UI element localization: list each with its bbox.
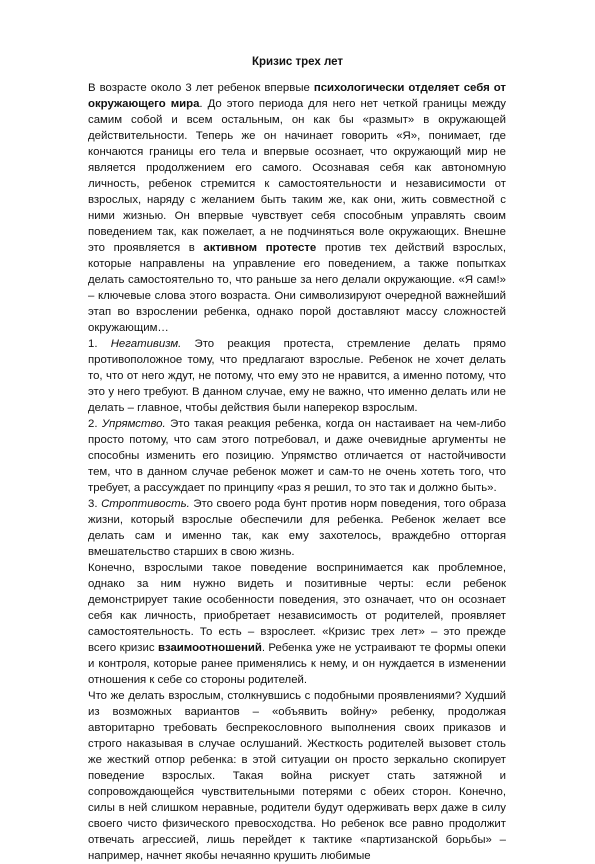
item-number: 3. — [88, 498, 102, 510]
item-text: Это своего рода бунт против норм поведения, того образа жизни, который взрослые обеспечили для ребенка. Ребенок желает все делать сам и именно так, как ему захотелось, враждебно отторгая вмешательство старших в свою жизнь. — [88, 498, 507, 558]
paragraph-advice: Что же делать взрослым, столкнувшись с подобными проявлениями? Худший из возможных вариантов – «объявить войну» ребенку, продолжая авторитарно требовать беспрекословного выполнения своих приказов и строго наказывая в случае ослушаний. Жесткость родителей вызовет столь же жесткий отпор ребенка: в этой ситуации он просто зеркально скопирует поведение взрослых. Такая война рискует стать затяжной и сопровождающейся чувствительными потерями с обеих сторон. Конечно, силы в ней слишком неравные, родители будут одерживать верх даже в силу своего чисто физического превосходства. Но ребенок все равно продолжит отвечать агрессией, лишь перейдет к тактике «партизанской борьбы» – например, начнет якобы нечаянно крушить любимые — [88, 690, 506, 862]
item-term: Упрямство. — [101, 418, 166, 430]
positive-text-1: Конечно, взрослыми такое поведение воспринимается как проблемное, однако за ним нужно видеть и позитивные черты: если ребенок демонстрирует такие особенности поведения, это означает, что он осознает себя как личность, приобретает независимость от родителей, проявляет самостоятельность. То есть – взрослеет. «Кризис трех лет» – это прежде всего кризис — [88, 562, 506, 654]
intro-bold-2: активном протесте — [203, 242, 317, 254]
item-text: Это реакция протеста, стремление делать прямо противоположное тому, что предлагают взрослые. Ребенок не хочет делать то, что от него ждут, не потому, что ему это не нравится, а именно потому, что это у него требуют. В данном случае, ему не важно, что именно делать или не делать – главное, чтобы действия были наперекор взрослым. — [88, 338, 507, 414]
item-number: 2. — [88, 418, 102, 430]
item-term: Строптивость. — [101, 498, 190, 510]
intro-bold-1: психологически отделяет себя от окружающего мира — [88, 82, 506, 110]
intro-text-1: В возрасте около 3 лет ребенок впервые — [88, 82, 314, 94]
positive-text-2: . Ребенка уже не устраивают те формы опеки и контроля, которые ранее применялись к нему, и он нуждается в изменении отношения к себе со стороны родителей. — [88, 642, 507, 686]
page-title: Кризис трех лет — [251, 56, 343, 68]
intro-text-2: . До этого периода для него нет четкой границы между самим собой и всем остальным, он как бы «размыт» в окружающей действительности. Теперь же он начинает говорить «Я», понимает, где кончаются границы его тела и впервые осознает, что окружающий мир не является продолжением его самого. Осознавая себя как автономную личность, ребенок стремится к самостоятельности и независимости от взрослых, наряду с желанием быть таким же, как они, жить совместной с ними жизнью. Он впервые чувствует себя способным управлять своим поведением так, как пожелает, а не подчиняться воле окружающих. Внешне это проявляется в — [88, 98, 506, 254]
document-body — [88, 80, 506, 864]
paragraph-intro — [88, 80, 506, 336]
positive-bold: взаимоотношений — [157, 642, 262, 654]
paragraph-positive — [88, 560, 506, 688]
paragraph-stubbornness — [88, 416, 506, 496]
item-number: 1. — [88, 338, 111, 350]
paragraph-obstinacy — [88, 496, 506, 560]
item-text: Это такая реакция ребенка, когда он настаивает на чем-либо просто потому, что сам этого потребовал, и даже очевидные аргументы не способны изменить его позицию. Упрямство отличается от настойчивости тем, что в данном случае ребенок может и сам-то не очень хотеть того, что требует, а рассуждает по принципу «раз я решил, то это так и должно быть». — [88, 418, 506, 494]
intro-text-3: против тех действий взрослых, которые направлены на управление его поведением, а также попытках делать самостоятельно то, что раньше за него делали окружающие. «Я сам!» – ключевые слова этого возраста. Они символизируют очередной важнейший этап во взрослении ребенка, однако порой доставляют массу сложностей окружающим… — [88, 242, 506, 334]
paragraph-negativism — [88, 336, 506, 416]
item-term: Негативизм. — [110, 338, 182, 350]
